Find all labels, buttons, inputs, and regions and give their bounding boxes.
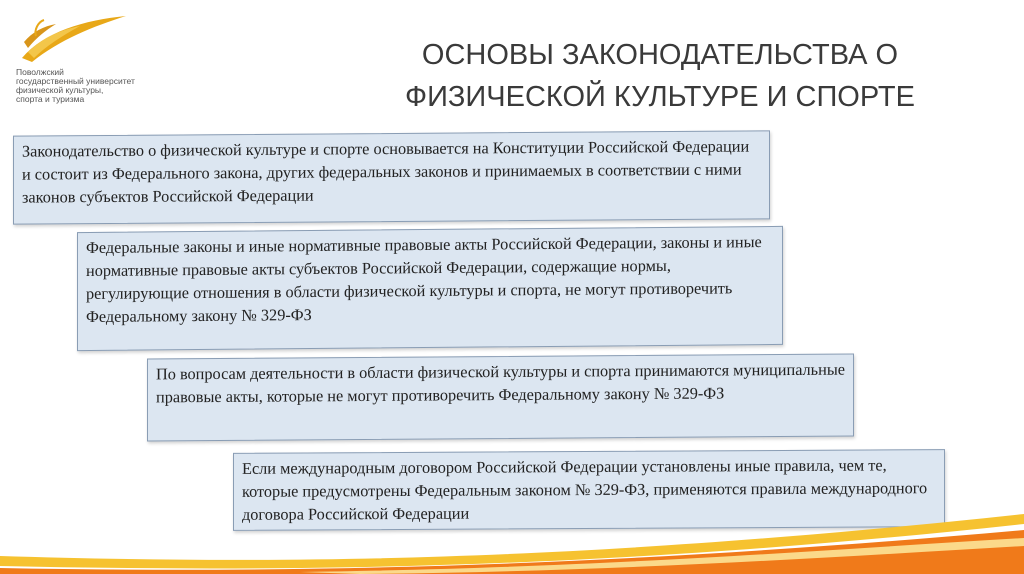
text-box-international-treaty: Если международным договором Российской Федерации установлены иные правила, чем те, которые предусмотрены Федеральным законом № 329-ФЗ, применяются правила международного договора Российской Федерации	[233, 449, 945, 531]
logo-emblem-icon	[14, 12, 134, 67]
slide-title-line-1: ОСНОВЫ ЗАКОНОДАТЕЛЬСТВА О	[421, 39, 899, 71]
logo-caption-line: спорта и туризма	[16, 94, 85, 104]
logo-caption	[16, 68, 201, 104]
slide-title	[360, 34, 960, 118]
text-box-constitution: Законодательство о физической культуре и спорте основывается на Конституции Российской Федерации и состоит из Федерального закона, других федеральных законов и принимаемых в соответствии с ними законов субъектов Российской Федерации	[13, 130, 770, 224]
logo-caption-line: физической культуры,	[16, 85, 104, 95]
logo-caption-line: государственный университет	[16, 76, 135, 86]
slide-title-line-2: ФИЗИЧЕСКОЙ КУЛЬТУРЕ И СПОРТЕ	[405, 81, 915, 113]
logo-caption-line: Поволжский	[16, 67, 64, 77]
decorative-swoosh	[0, 494, 1024, 574]
university-logo	[14, 12, 184, 112]
text-box-federal-laws: Федеральные законы и иные нормативные правовые акты Российской Федерации, законы и иные нормативные правовые акты субъектов Российской Федерации, содержащие нормы, регулирующие отношения в области физической культуры и спорта, не могут противоречить Федеральному закону № 329-ФЗ	[77, 226, 783, 351]
text-box-municipal-acts: По вопросам деятельности в области физической культуры и спорта принимаются муниципальные правовые акты, которые не могут противоречить Федеральному закону № 329-ФЗ	[147, 354, 854, 442]
